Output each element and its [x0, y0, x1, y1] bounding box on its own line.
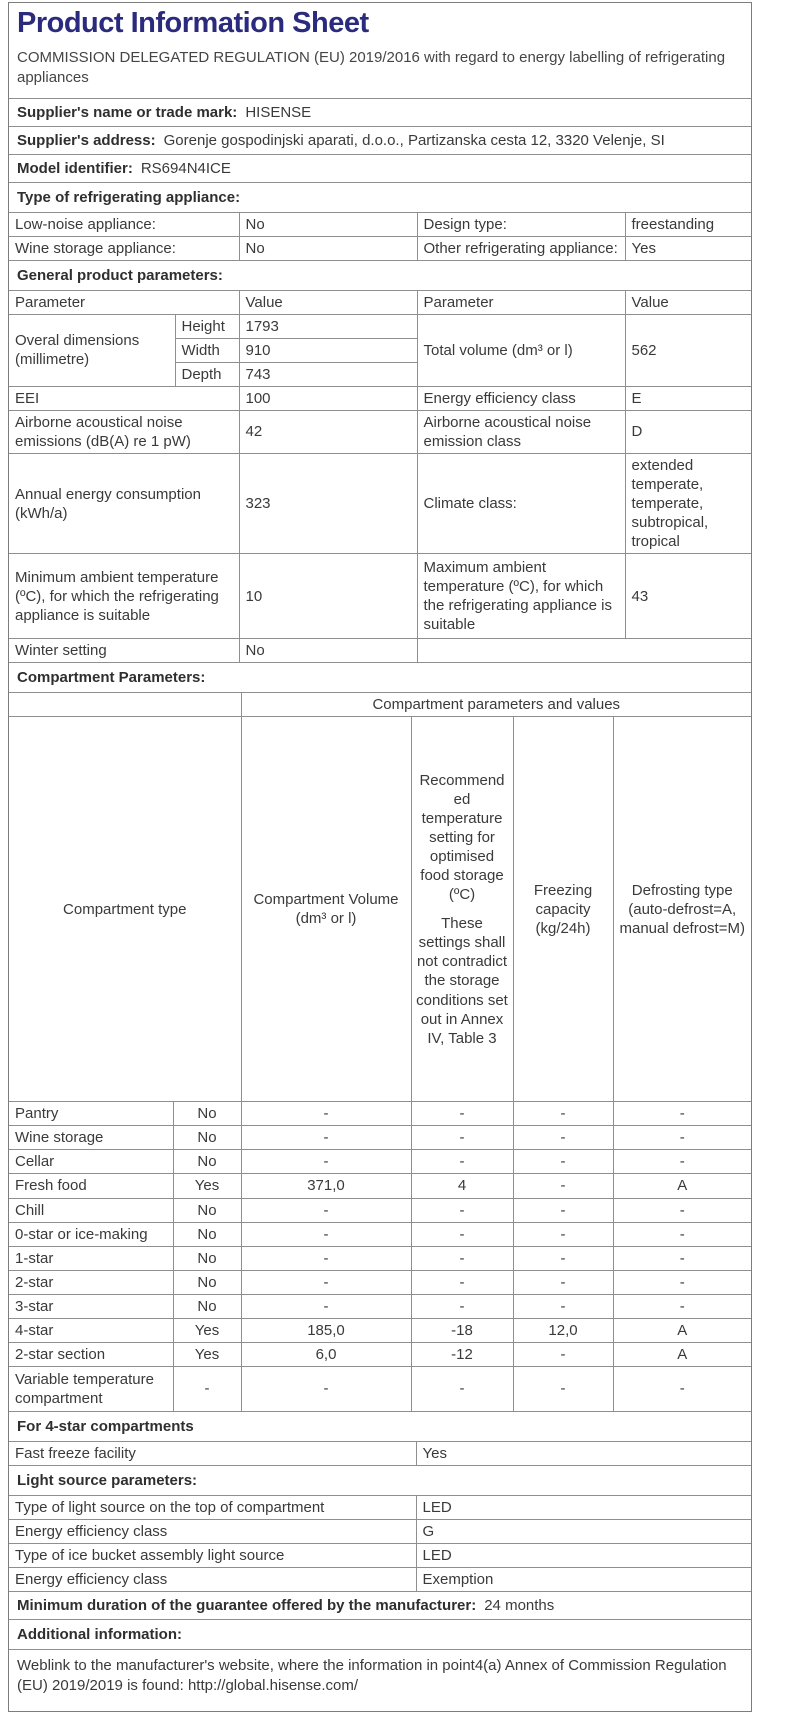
freezing-cell: 12,0	[513, 1318, 613, 1342]
freezing-cell: -	[513, 1270, 613, 1294]
param-cell: Minimum ambient temperature (ºC), for which the refrigerating appliance is suitable	[9, 554, 239, 639]
temp-cell: -	[411, 1102, 513, 1126]
value-cell: No	[239, 236, 417, 260]
volume-cell: -	[241, 1246, 411, 1270]
freezing-cell: -	[513, 1198, 613, 1222]
param-header-cell: Parameter	[417, 291, 625, 315]
compartment-type-cell: 0-star or ice-making	[9, 1222, 173, 1246]
compartment-row	[9, 1222, 751, 1246]
table-row	[9, 1568, 751, 1592]
table-row	[9, 1442, 751, 1465]
table-header-row	[9, 291, 751, 315]
value-cell: 42	[239, 410, 417, 453]
defrost-cell: -	[613, 1246, 751, 1270]
table-row	[9, 236, 751, 260]
freezing-header-cell: Freezing capacity (kg/24h)	[513, 717, 613, 1102]
dimension-value-cell: 1793	[239, 314, 417, 338]
temp-cell: -	[411, 1126, 513, 1150]
param-cell: Energy efficiency class	[9, 1568, 416, 1592]
compartment-type-cell: 1-star	[9, 1246, 173, 1270]
value-header-cell: Value	[625, 291, 751, 315]
table-row	[9, 454, 751, 554]
present-cell: No	[173, 1270, 241, 1294]
present-cell: No	[173, 1222, 241, 1246]
compartment-row	[9, 1150, 751, 1174]
light-section-heading: Light source parameters:	[9, 1465, 751, 1495]
present-cell: Yes	[173, 1318, 241, 1342]
param-cell: Wine storage appliance:	[9, 236, 239, 260]
param-cell: Total volume (dm³ or l)	[417, 314, 625, 386]
param-cell: Energy efficiency class	[9, 1519, 416, 1543]
volume-cell: -	[241, 1294, 411, 1318]
supplier-name-row	[9, 98, 751, 126]
freezing-cell: -	[513, 1342, 613, 1366]
volume-cell: 6,0	[241, 1342, 411, 1366]
compartment-row	[9, 1366, 751, 1411]
four-star-section-heading: For 4-star compartments	[9, 1411, 751, 1441]
table-row	[9, 1544, 751, 1568]
additional-section-heading: Additional information:	[9, 1619, 751, 1649]
supplier-address-label: Supplier's address:	[17, 131, 156, 149]
supplier-address-row	[9, 126, 751, 154]
param-cell: Low-noise appliance:	[9, 213, 239, 237]
compartment-table-wrap	[9, 692, 751, 1411]
value-cell: Exemption	[416, 1568, 751, 1592]
table-row	[9, 386, 751, 410]
value-cell: Yes	[416, 1442, 751, 1465]
dimension-key-cell: Height	[175, 314, 239, 338]
defrost-cell: -	[613, 1294, 751, 1318]
supplier-name-value: HISENSE	[245, 103, 312, 121]
dimension-value-cell: 743	[239, 362, 417, 386]
temp-cell: -	[411, 1150, 513, 1174]
volume-cell: 185,0	[241, 1318, 411, 1342]
dimension-key-cell: Depth	[175, 362, 239, 386]
temp-cell: -	[411, 1366, 513, 1411]
param-cell: Airborne acoustical noise emission class	[417, 410, 625, 453]
freezing-cell: -	[513, 1294, 613, 1318]
compartment-row	[9, 1246, 751, 1270]
present-cell: No	[173, 1102, 241, 1126]
temp-setting-header-main: Recommended temperature setting for optimised food storage (ºC)	[419, 772, 505, 904]
temp-cell: -	[411, 1270, 513, 1294]
volume-cell: -	[241, 1150, 411, 1174]
compartment-row	[9, 1342, 751, 1366]
compartment-row	[9, 1102, 751, 1126]
model-identifier-value: RS694N4ICE	[140, 159, 231, 177]
defrost-cell: -	[613, 1222, 751, 1246]
value-cell: D	[625, 410, 751, 453]
dimensions-label-cell: Overal dimensions (millimetre)	[9, 314, 175, 386]
freezing-cell: -	[513, 1246, 613, 1270]
general-product-table	[9, 291, 751, 663]
compartment-row	[9, 1270, 751, 1294]
supplier-address-value: Gorenje gospodinjski aparati, d.o.o., Partizanska cesta 12, 3320 Velenje, SI	[163, 131, 665, 149]
supplier-name-label: Supplier's name or trade mark:	[17, 103, 238, 121]
volume-cell: -	[241, 1102, 411, 1126]
param-cell: Design type:	[417, 213, 625, 237]
volume-cell: -	[241, 1222, 411, 1246]
table-row	[9, 213, 751, 237]
compartment-type-cell: 2-star	[9, 1270, 173, 1294]
temp-cell: 4	[411, 1174, 513, 1198]
model-identifier-row	[9, 154, 751, 182]
value-cell: LED	[416, 1544, 751, 1568]
freezing-cell: -	[513, 1150, 613, 1174]
compartment-type-cell: Wine storage	[9, 1126, 173, 1150]
temp-cell: -18	[411, 1318, 513, 1342]
table-row	[9, 1519, 751, 1543]
present-cell: No	[173, 1294, 241, 1318]
dimension-key-cell: Width	[175, 338, 239, 362]
present-cell: No	[173, 1246, 241, 1270]
temp-cell: -	[411, 1246, 513, 1270]
value-cell: E	[625, 386, 751, 410]
present-cell: -	[173, 1366, 241, 1411]
value-cell: 10	[239, 554, 417, 639]
defrost-cell: -	[613, 1102, 751, 1126]
value-cell: extended temperate, temperate, subtropical, tropical	[625, 454, 751, 554]
light-table-wrap	[9, 1495, 751, 1591]
compartment-type-cell: Variable temperature compartment	[9, 1366, 173, 1411]
regulation-subtitle: COMMISSION DELEGATED REGULATION (EU) 2019/2016 with regard to energy labelling of refrigerating appliances	[17, 49, 726, 86]
value-cell: No	[239, 213, 417, 237]
value-header-cell: Value	[239, 291, 417, 315]
freezing-cell: -	[513, 1222, 613, 1246]
column-header-row	[9, 717, 751, 1102]
temp-cell: -12	[411, 1342, 513, 1366]
table-row	[9, 1496, 751, 1520]
param-cell: Type of ice bucket assembly light source	[9, 1544, 416, 1568]
weblink-row: Weblink to the manufacturer's website, where the information in point4(a) Annex of Commission Regulation (EU) 2019/2019 is found: http://global.hisense.com/	[9, 1649, 751, 1711]
defrost-cell: -	[613, 1366, 751, 1411]
value-cell: No	[239, 639, 417, 663]
volume-cell: 371,0	[241, 1174, 411, 1198]
param-cell: Energy efficiency class	[417, 386, 625, 410]
four-star-table	[9, 1442, 751, 1465]
title-block	[9, 3, 751, 98]
page-title: Product Information Sheet	[17, 7, 369, 39]
defrost-cell: -	[613, 1198, 751, 1222]
volume-header-cell: Compartment Volume (dm³ or l)	[241, 717, 411, 1102]
param-cell: Winter setting	[9, 639, 239, 663]
general-section-table-wrap	[9, 290, 751, 663]
value-cell: LED	[416, 1496, 751, 1520]
present-cell: Yes	[173, 1342, 241, 1366]
empty-cell	[417, 639, 751, 663]
compartment-type-cell: Cellar	[9, 1150, 173, 1174]
freezing-cell: -	[513, 1366, 613, 1411]
present-cell: Yes	[173, 1174, 241, 1198]
volume-cell: -	[241, 1126, 411, 1150]
compartment-type-cell: Chill	[9, 1198, 173, 1222]
dimension-value-cell: 910	[239, 338, 417, 362]
product-information-sheet	[8, 2, 752, 1712]
volume-cell: -	[241, 1366, 411, 1411]
present-cell: No	[173, 1198, 241, 1222]
freezing-cell: -	[513, 1102, 613, 1126]
defrost-cell: -	[613, 1270, 751, 1294]
freezing-cell: -	[513, 1174, 613, 1198]
type-table	[9, 213, 751, 260]
temp-cell: -	[411, 1222, 513, 1246]
compartment-type-cell: 4-star	[9, 1318, 173, 1342]
defrost-cell: A	[613, 1342, 751, 1366]
freezing-cell: -	[513, 1126, 613, 1150]
param-cell: Airborne acoustical noise emissions (dB(A) re 1 pW)	[9, 410, 239, 453]
table-row	[9, 639, 751, 663]
compartment-type-cell: Fresh food	[9, 1174, 173, 1198]
temp-cell: -	[411, 1294, 513, 1318]
param-cell: Maximum ambient temperature (ºC), for which the refrigerating appliance is suitable	[417, 554, 625, 639]
compartment-type-cell: 2-star section	[9, 1342, 173, 1366]
compartment-row	[9, 1198, 751, 1222]
value-cell: 100	[239, 386, 417, 410]
param-cell: EEI	[9, 386, 239, 410]
light-source-table	[9, 1496, 751, 1591]
table-row	[9, 410, 751, 453]
compartment-table	[9, 693, 751, 1411]
dimensions-row	[9, 314, 751, 338]
table-row	[9, 554, 751, 639]
empty-cell	[9, 693, 241, 717]
param-cell: Type of light source on the top of compartment	[9, 1496, 416, 1520]
compartment-row	[9, 1294, 751, 1318]
present-cell: No	[173, 1126, 241, 1150]
value-cell: Yes	[625, 236, 751, 260]
compartment-row	[9, 1174, 751, 1198]
compartment-type-cell: 3-star	[9, 1294, 173, 1318]
span-header-cell: Compartment parameters and values	[241, 693, 751, 717]
value-cell: G	[416, 1519, 751, 1543]
model-identifier-label: Model identifier:	[17, 159, 133, 177]
defrost-cell: -	[613, 1150, 751, 1174]
param-cell: Fast freeze facility	[9, 1442, 416, 1465]
defrost-cell: -	[613, 1126, 751, 1150]
guarantee-value: 24 months	[484, 1597, 555, 1615]
temp-setting-header-cell	[411, 717, 513, 1102]
value-cell: 323	[239, 454, 417, 554]
value-cell: 43	[625, 554, 751, 639]
value-cell: freestanding	[625, 213, 751, 237]
param-cell: Other refrigerating appliance:	[417, 236, 625, 260]
value-cell: 562	[625, 314, 751, 386]
guarantee-row	[9, 1591, 751, 1619]
volume-cell: -	[241, 1198, 411, 1222]
type-section-table-wrap	[9, 212, 751, 260]
four-star-table-wrap	[9, 1441, 751, 1465]
defrost-cell: A	[613, 1174, 751, 1198]
param-cell: Climate class:	[417, 454, 625, 554]
present-cell: No	[173, 1150, 241, 1174]
compartment-row	[9, 1126, 751, 1150]
temp-setting-header-note: These settings shall not contradict the storage conditions set out in Annex IV, Table 3	[416, 915, 508, 1047]
param-cell: Annual energy consumption (kWh/a)	[9, 454, 239, 554]
span-header-row	[9, 693, 751, 717]
compartment-section-heading: Compartment Parameters:	[9, 662, 751, 692]
volume-cell: -	[241, 1270, 411, 1294]
temp-cell: -	[411, 1198, 513, 1222]
type-section-heading: Type of refrigerating appliance:	[9, 182, 751, 212]
guarantee-label: Minimum duration of the guarantee offered by the manufacturer:	[17, 1597, 477, 1615]
compartment-type-header-cell: Compartment type	[9, 717, 241, 1102]
compartment-type-cell: Pantry	[9, 1102, 173, 1126]
general-section-heading: General product parameters:	[9, 260, 751, 290]
defrost-header-cell: Defrosting type (auto-defrost=A, manual defrost=M)	[613, 717, 751, 1102]
compartment-row	[9, 1318, 751, 1342]
param-header-cell: Parameter	[9, 291, 239, 315]
defrost-cell: A	[613, 1318, 751, 1342]
